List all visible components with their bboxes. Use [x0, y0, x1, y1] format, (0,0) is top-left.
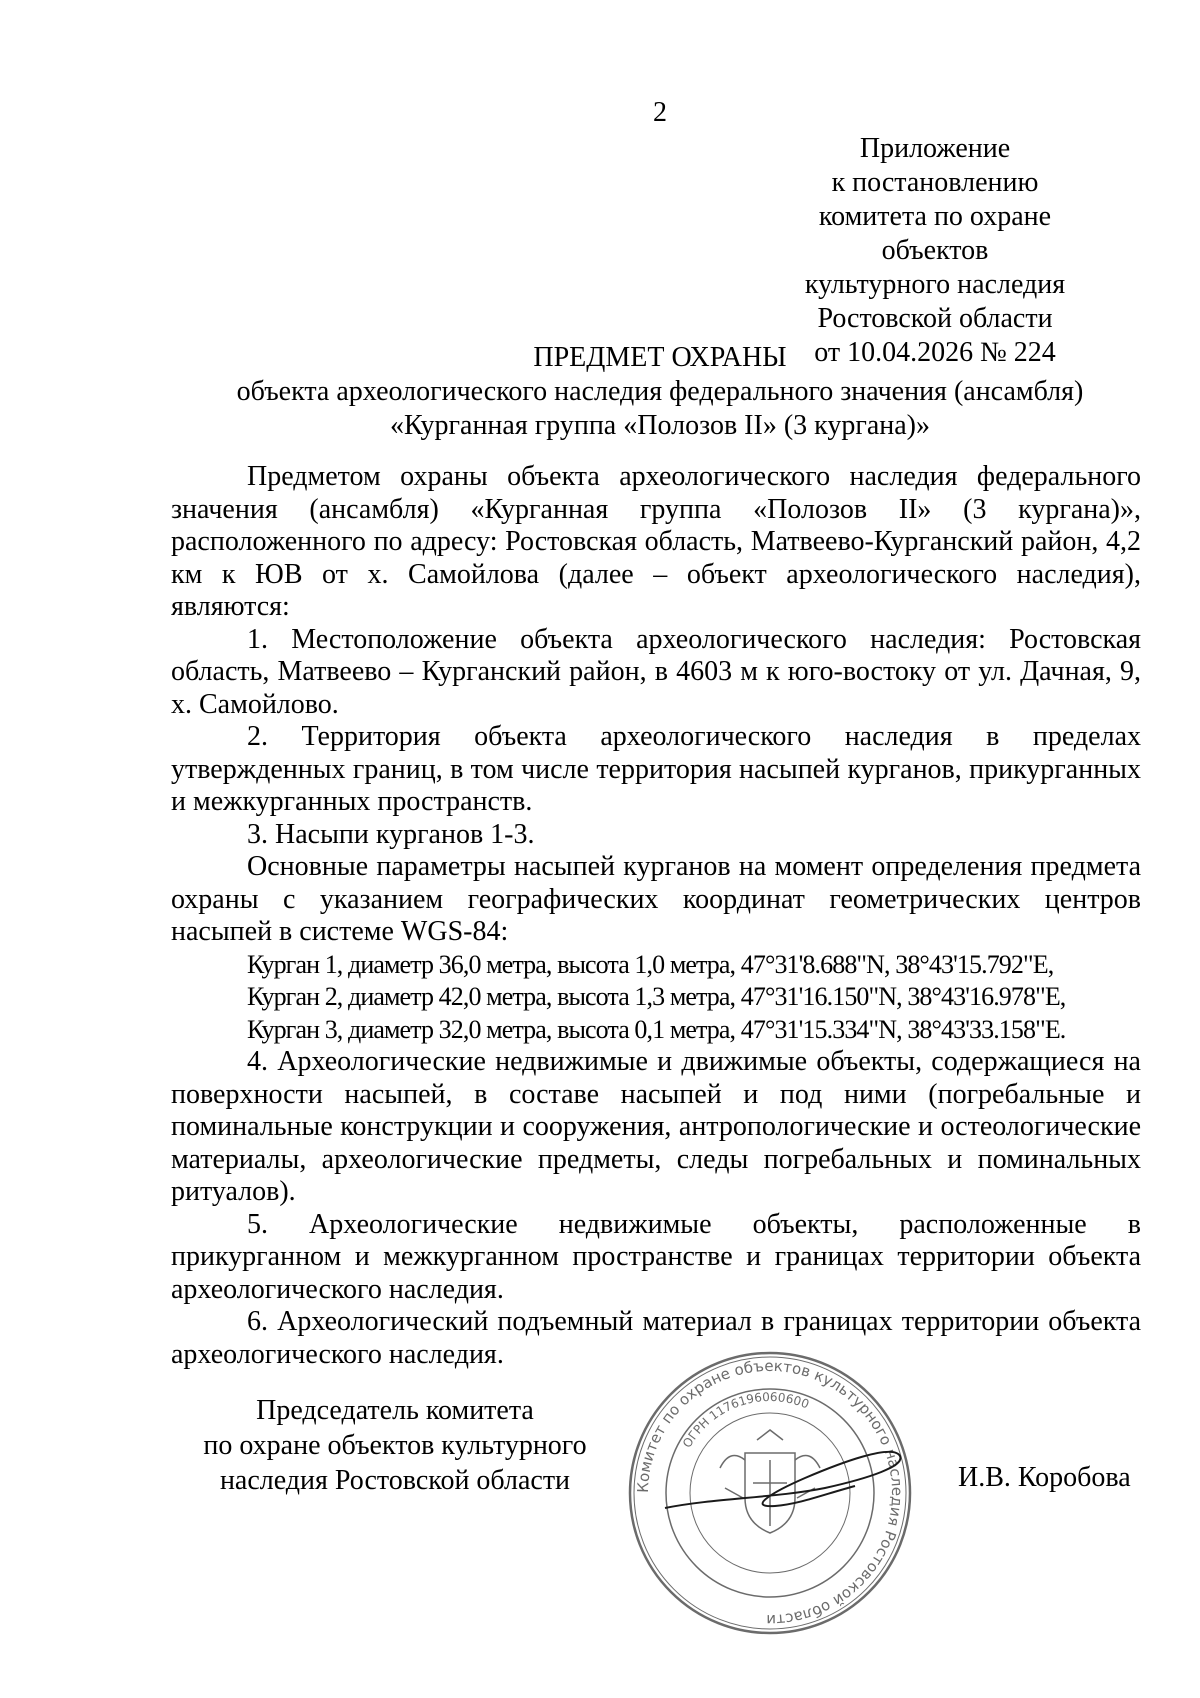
document-body: [171, 461, 1141, 1371]
list-item-6: 6. Археологический подъемный материал в границах территории объекта археологического наследия.: [171, 1306, 1141, 1370]
document-title: [180, 341, 1140, 443]
title-subheading: объекта археологического наследия федерального значения (ансамбля): [236, 376, 1084, 407]
seal-inner-textpath: ОГРН 1176196060600: [679, 1389, 812, 1451]
signature-line: по охране объектов культурного: [203, 1430, 587, 1461]
seal-outer-textpath: Комитет по охране объектов культурного наследия Ростовской области: [633, 1356, 907, 1630]
title-object-name: «Курганная группа «Полозов II» (3 кургана)»: [389, 410, 931, 441]
list-item-1: 1. Местоположение объекта археологического наследия: Ростовская область, Матвеево – Курганский район, в 4603 м к юго-востоку от ул. Дачная, 9, х. Самойлово.: [171, 623, 1141, 720]
appendix-line: комитета по охране объектов: [818, 201, 1052, 266]
handwritten-signature: [665, 1452, 900, 1508]
list-item-2: 2. Территория объекта археологического наследия в пределах утвержденных границ, в том числе территория насыпей курганов, прикурганных и межкурганных пространств.: [171, 721, 1141, 817]
signature-title: [180, 1393, 610, 1498]
intro-paragraph: Предметом охраны объекта археологического наследия федерального значения (ансамбля) «Курганная группа «Полозов II» (3 кургана)», расположенного по адресу: Ростовская область, Матвеево-Курганский район, 4,2 км к ЮВ от х. Самойлова (далее – объект археологического наследия), являются:: [171, 461, 1141, 622]
appendix-line: к постановлению: [831, 167, 1039, 198]
appendix-line: Ростовской области: [817, 303, 1053, 334]
list-item-3: 3. Насыпи курганов 1-3.: [247, 818, 535, 850]
kurgan-line-2: Курган 2, диаметр 42,0 метра, высота 1,3 метра, 47°31'16.150"N, 38°43'16.978"E,: [247, 982, 1066, 1011]
appendix-line: Приложение: [859, 133, 1011, 164]
appendix-header: [770, 132, 1100, 370]
seal-inner-text: [680, 1390, 811, 1450]
list-item-4: 4. Археологические недвижимые и движимые объекты, содержащиеся на поверхности насыпей, в составе насыпей и под ними (погребальные и поминальные конструкции и сооружения, антропологические и остеологические материалы, археологические предметы, следы погребальных и поминальных ритуалов).: [171, 1046, 1141, 1207]
parameters-paragraph: Основные параметры насыпей курганов на момент определения предмета охраны с указанием географических координат геометрических центров насыпей в системе WGS-84:: [171, 851, 1141, 947]
appendix-line: культурного наследия: [804, 269, 1066, 300]
signer-name: И.В. Коробова: [958, 1462, 1131, 1493]
signature-line: наследия Ростовской области: [219, 1465, 571, 1496]
list-item-5: 5. Археологические недвижимые объекты, расположенные в прикурганном и межкурганном пространстве и границах территории объекта археологического наследия.: [171, 1208, 1141, 1305]
coat-of-arms-icon: [720, 1430, 820, 1533]
title-heading: ПРЕДМЕТ ОХРАНЫ: [533, 342, 787, 373]
kurgan-line-1: Курган 1, диаметр 36,0 метра, высота 1,0 метра, 47°31'8.688"N, 38°43'15.792"E,: [247, 949, 1054, 979]
appendix-line: от 10.04.2026 № 224: [814, 337, 1056, 368]
official-seal-stamp: [625, 1348, 915, 1638]
kurgan-line-3: Курган 3, диаметр 32,0 метра, высота 0,1 метра, 47°31'15.334"N, 38°43'33.158"E.: [247, 1014, 1066, 1044]
signature-line: Председатель комитета: [256, 1395, 534, 1426]
page-number: 2: [653, 97, 667, 128]
